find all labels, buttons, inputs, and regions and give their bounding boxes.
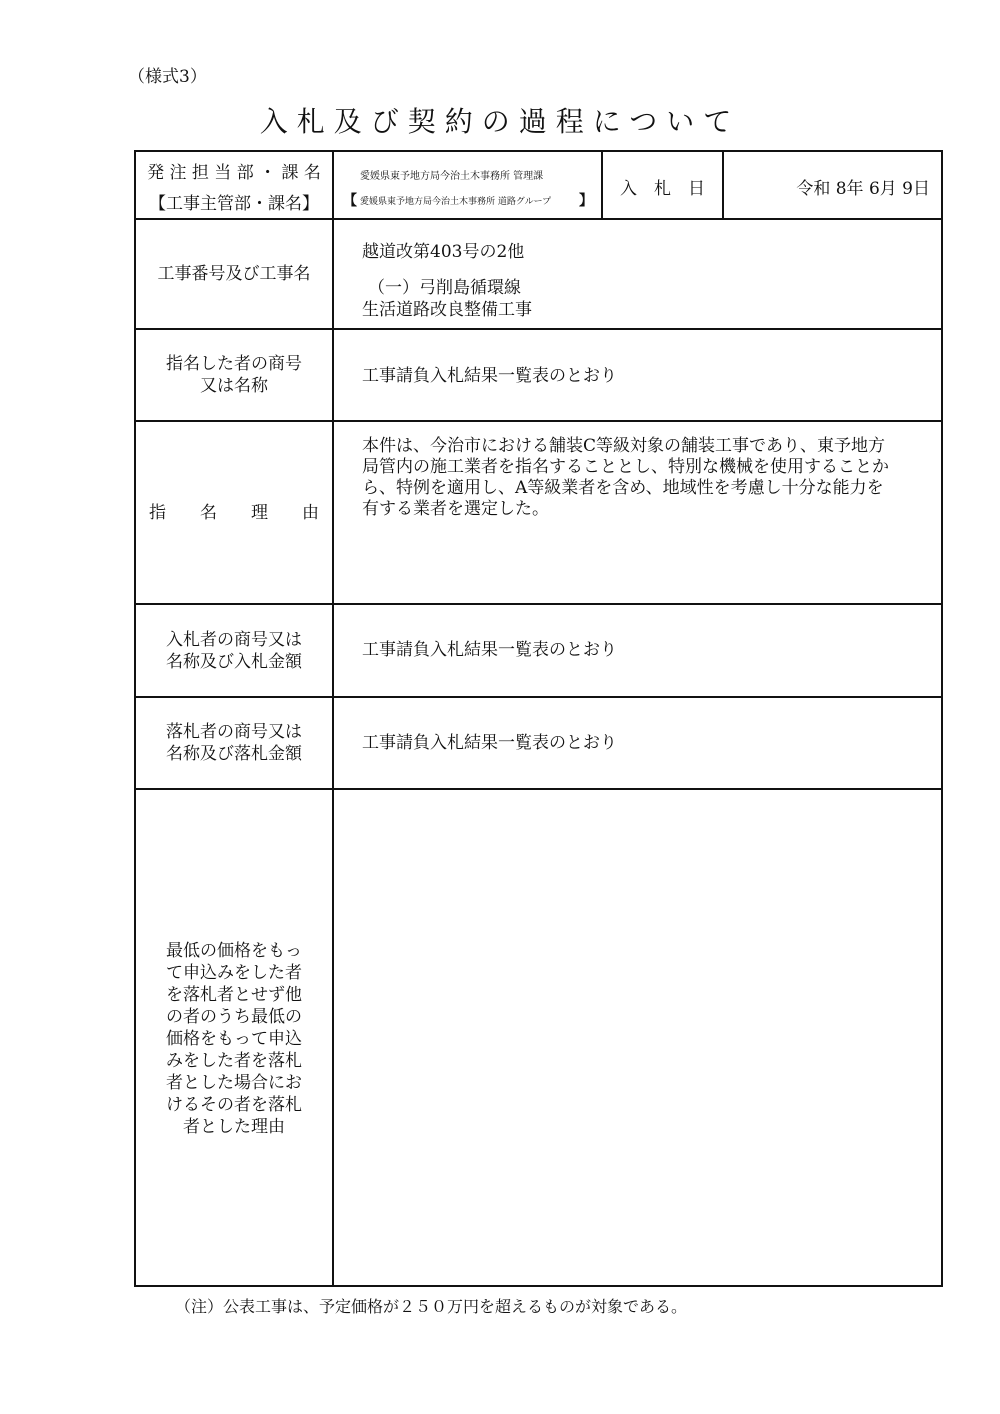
column-divider [332, 150, 334, 1287]
bidders-value: 工事請負入札結果一覧表のとおり [362, 640, 617, 660]
winner-value: 工事請負入札結果一覧表のとおり [362, 733, 617, 753]
nominee-label [136, 330, 332, 420]
dept-sub-bracket-open: 【 [343, 193, 357, 209]
exception-label-line: 最低の価格をもっ [166, 940, 302, 961]
bidders-label-line2: 名称及び入札金額 [166, 651, 302, 672]
reason-line1: 本件は、今治市における舗装C等級対象の舗装工事であり、東予地方 [362, 436, 886, 456]
dept-value: 愛媛県東予地方局今治土木事務所 管理課 [360, 171, 544, 182]
exception-label-line: て申込みをした者 [166, 962, 302, 983]
work-label [136, 220, 332, 328]
reason-label [136, 422, 332, 603]
page-title: 入札及び契約の過程について [259, 105, 741, 138]
reason-line2: 局管内の施工業者を指名することとし、特別な機械を使用することか [362, 457, 889, 477]
exception-label-line: を落札者とせず他 [166, 984, 302, 1005]
bidders-label [136, 605, 332, 696]
nominee-value: 工事請負入札結果一覧表のとおり [362, 366, 617, 386]
exception-label-line: の者のうち最低の [166, 1006, 302, 1027]
exception-label-line: 者とした場合にお [166, 1072, 302, 1093]
exception-label-line: けるその者を落札 [166, 1094, 302, 1115]
footnote: （注）公表工事は、予定価格が２５０万円を超えるものが対象である。 [175, 1297, 688, 1316]
work-line3: 生活道路改良整備工事 [362, 300, 532, 320]
nominee-label-line2: 又は名称 [200, 376, 268, 396]
work-line2: （一）弓削島循環線 [368, 278, 521, 298]
winner-label-line1: 落札者の商号又は [166, 722, 302, 742]
dept-sub-value: 愛媛県東予地方局今治土木事務所 道路グループ [360, 197, 552, 207]
work-line1: 越道改第403号の2他 [362, 242, 525, 262]
work-label-text: 工事番号及び工事名 [157, 264, 311, 284]
reason-line3: ら、特例を適用し、A等級業者を含め、地域性を考慮し十分な能力を [362, 478, 884, 498]
bidders-label-line1: 入札者の商号又は [166, 629, 302, 650]
reason-label-text: 指 名 理 由 [149, 502, 319, 523]
bid-date-value: 令和 8年 6月 9日 [796, 179, 930, 199]
bid-date-label: 入 札 日 [620, 179, 705, 199]
winner-label-line2: 名称及び落札金額 [166, 744, 302, 764]
reason-line4: 有する業者を選定した。 [362, 499, 549, 519]
dept-sub-bracket-close: 】 [579, 193, 593, 209]
dept-label-line1: 発 注 担 当 部 ・ 課 名 [147, 163, 321, 183]
nominee-label-line1: 指名した者の商号 [166, 354, 302, 374]
exception-label [136, 790, 332, 1287]
form-number: （様式3） [128, 67, 207, 87]
dept-label-line2: 【工事主管部・課名】 [149, 194, 319, 214]
exception-label-line: 価格をもって申込 [166, 1028, 302, 1049]
exception-label-line: 者とした理由 [183, 1116, 285, 1137]
exception-label-line: みをした者を落札 [166, 1050, 302, 1071]
winner-label [136, 698, 332, 788]
